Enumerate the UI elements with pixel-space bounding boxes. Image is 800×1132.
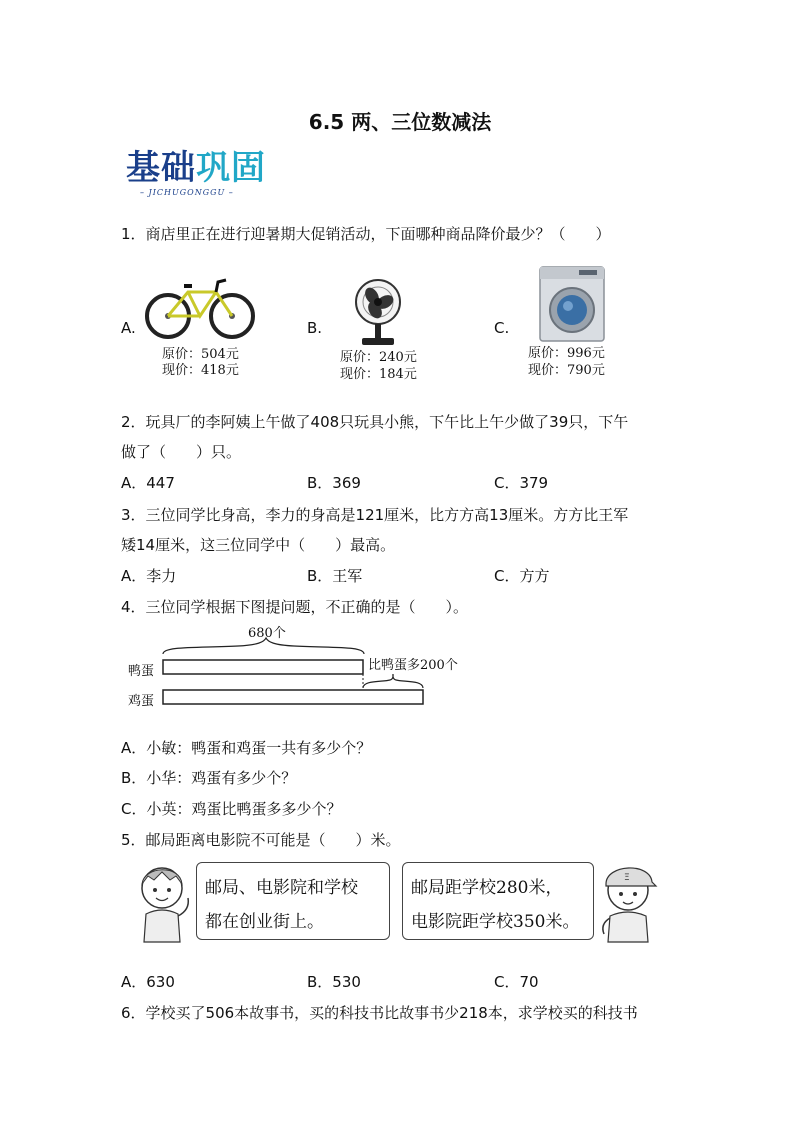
q3-text-line2: 矮14厘米，这三位同学中（ ）最高。: [121, 536, 396, 554]
q1-option-a-orig: 原价：504元: [162, 347, 239, 362]
q5-option-c: C．70: [494, 973, 539, 991]
q4-diagram: [128, 620, 488, 710]
bubble-left-line1: 邮局、电影院和学校: [205, 878, 358, 898]
bicycle-icon: [144, 272, 256, 342]
bubble-left-line2: 都在创业街上。: [205, 912, 324, 932]
bubble-right-line1: 邮局距学校280米，: [411, 878, 563, 898]
q1-option-c-label: C.: [494, 319, 510, 337]
q4-diff-label: 比鸭蛋多200个: [368, 658, 458, 673]
speech-bubble-left: [196, 862, 390, 940]
section-logo-text: [126, 148, 266, 188]
section-logo-sub: – JICHUGONGGU –: [140, 188, 234, 197]
q4-option-a: A．小敏：鸭蛋和鸡蛋一共有多少个？: [121, 739, 372, 757]
q4-chicken-bar: [163, 690, 423, 704]
q1-option-b-orig: 原价：240元: [340, 350, 417, 365]
q2-text-line1: 2．玩具厂的李阿姨上午做了408只玩具小熊，下午比上午少做了39只，下午: [121, 413, 629, 431]
bubble-right-line2: 电影院距学校350米。: [411, 912, 580, 932]
q3-option-c: C．方方: [494, 567, 550, 585]
q1-option-c-orig: 原价：996元: [528, 346, 605, 361]
q1-option-c-now: 现价：790元: [528, 363, 605, 378]
q5-text: 5．邮局距离电影院不可能是（ ）米。: [121, 831, 401, 849]
page-title: 6.5 两、三位数减法: [308, 110, 492, 134]
q1-option-b-now: 现价：184元: [340, 367, 417, 382]
q4-duck-bar: [163, 660, 363, 674]
q3-option-a: A．李力: [121, 567, 177, 585]
q2-option-c: C．379: [494, 474, 549, 492]
q2-option-a: A．447: [121, 474, 175, 492]
q5-option-b: B．530: [307, 973, 361, 991]
q4-text: 4．三位同学根据下图提问题，不正确的是（ ）。: [121, 598, 469, 616]
q1-option-b-label: B.: [307, 319, 323, 337]
section-logo-main: 基础巩固: [126, 148, 266, 188]
section-logo: [126, 148, 266, 197]
washing-machine-icon: [539, 266, 605, 342]
speech-bubble-right: [402, 862, 594, 940]
q3-text-line1: 3．三位同学比身高，李力的身高是121厘米，比方方高13厘米。方方比王军: [121, 506, 629, 524]
boy-right-icon: [596, 858, 660, 944]
fan-icon: [352, 278, 404, 348]
q1-option-a-now: 现价：418元: [162, 363, 239, 378]
svg-text:Ξ: Ξ: [624, 873, 630, 883]
boy-left-icon: [132, 862, 194, 944]
q2-text-line2: 做了（ ）只。: [121, 443, 242, 461]
q4-row1-label: 鸭蛋: [128, 664, 155, 679]
q4-row2-label: 鸡蛋: [128, 694, 155, 709]
q3-option-b: B．王军: [307, 567, 363, 585]
q6-text: 6．学校买了506本故事书，买的科技书比故事书少218本，求学校买的科技书: [121, 1004, 638, 1022]
q4-top-label: 680个: [248, 626, 286, 641]
q5-option-a: A．630: [121, 973, 175, 991]
q4-bottom-brace: [363, 674, 423, 688]
q1-option-a-label: A.: [121, 319, 136, 337]
q4-option-b: B．小华：鸡蛋有多少个？: [121, 769, 297, 787]
q4-option-c: C．小英：鸡蛋比鸭蛋多多少个？: [121, 800, 342, 818]
q1-text: 1．商店里正在进行迎暑期大促销活动，下面哪种商品降价最少？（ ）: [121, 225, 611, 243]
q2-option-b: B．369: [307, 474, 361, 492]
